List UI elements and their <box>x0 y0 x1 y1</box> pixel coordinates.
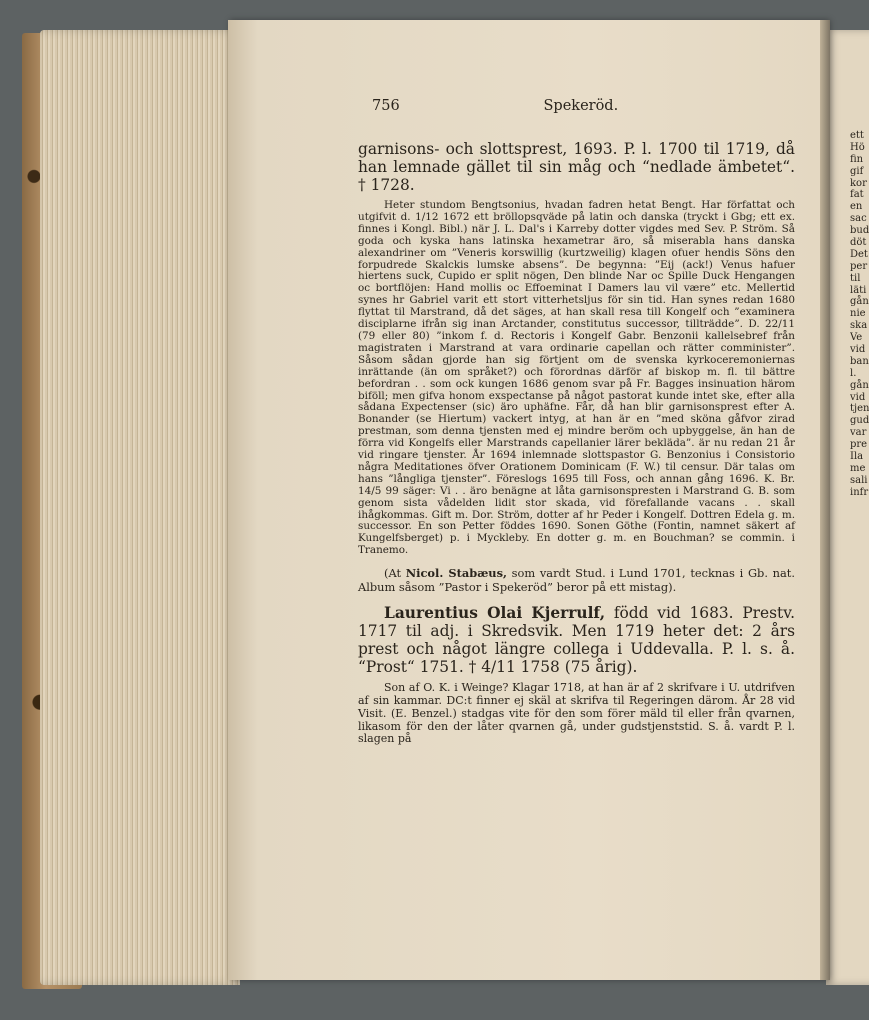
nicol-name: Nicol. Stabæus, <box>405 566 507 581</box>
notes-paragraph: Heter stundom Bengtsonius, hvadan fadren hetat Bengt. Har författat och utgifvit d. 1/12 1672 ett bröllopsqväde på latin och danska (tryckt i Gbg; ett ex. finnes i Kongl. Bibl.) när J. L. Dal's i Karreby dotter vigdes med Sev. P. Ström. Så goda och kyska hans latinska hexametrar äro, så miserabla hans danska alexandriner om ”Veneris korswillig (kurtzweilig) klagen ofuer hendis Söns den forpudrede Skalckis lumske absens”. De begynna: ”Eij (ack!) Venus hafuer hiertens suck, Cupido er split nögen, Den blinde Nar oc Spille Duck Hengangen oc bortflöjen: Hand mollis oc Effoeminat I Damers lau vil være” etc. Mellertid synes hr Gabriel varit ett stort vitterhetsljus för sin tid. Han synes redan 1680 flyttat til Marstrand, då det säges, at han skall resa till Kongelf och ”examinera disciplarne ifrån sig inan Arctander, constitutus successor, tillträdde”. D. 22/11 (79 eller 80) ”inkom f. d. Rectoris i Kongelf Gabr. Benzonii kallelsebref från magistraten i Marstrand at vara ordinarie capellan och rätter comminister”. Såsom sådan gjorde han sig förtjent om de svenska kyrkoceremoniernas inrättande (än om språket?) och förordnas därför af biskop m. fl. til bättre befordran . . som ock kungen 1686 genom svar på Fr. Bagges insinuation härom biföll; men gifva honom exspectanse på något pastorat kunde intet ske, efter alla sådana Expectenser (sic) äro uphäfne. Får, då han blir garnisonsprest efter A. Bonander (se Hiertum) vackert intyg, at han är en ”med sköna gåfvor zirad prestman, som denna tjensten med ej mindre beröm och upbyggelse, än han de förra vid Kongelfs eller Marstrands capellanier lärer bekläda”. är nu redan 21 år vid ringare tjenster. År 1694 inlemnade slottspastor G. Benzonius i Consistorio några Meditationes öfver Orationem Dominicam (F. W.) til censur. Där talas om hans ”långliga tjenster”. Föreslogs 1695 till Foss, och annan gång 1696. K. Br. 14/5 99 säger: Vi . . äro benägne at låta garnisonspresten i Marstrand G. B. som genom sista vådelden lidit stor skada, vid förefallande vacans . . skall ihågkommas. Gift m. Dor. Ström, dotter af hr Peder i Kongelf. Dottren Edela g. m. successor. En son Petter föddes 1690. Sonen Göthe (Fontin, namnet säkert af Kungelfsberget) p. i Myckleby. En dotter g. m. en Bouchman? se commin. i Tranemo. <box>358 199 795 557</box>
facing-line: vid <box>850 391 866 403</box>
facing-line: vid <box>850 344 866 356</box>
facing-line: nie <box>850 308 866 320</box>
facing-line: me <box>850 462 866 474</box>
facing-line: Ve <box>850 332 863 344</box>
page-edges <box>40 30 240 985</box>
facing-line: fat <box>850 189 864 201</box>
facing-line: ban <box>850 355 869 367</box>
facing-line: en <box>850 201 863 213</box>
nicol-prefix: (At <box>384 566 406 581</box>
facing-line: gån <box>850 296 869 308</box>
facing-line: döt <box>850 237 867 249</box>
facing-line: var <box>850 427 867 439</box>
nicol-rest: som vardt Stud. i Lund 1701, tecknas i Gb. nat. Album såsom ”Pastor i Spekeröd” beror på ett mistag). <box>358 566 795 594</box>
facing-line: infr <box>850 486 869 498</box>
facing-line: kor <box>850 177 867 189</box>
facing-line: fin <box>850 153 864 165</box>
laurentius-paragraph <box>358 604 795 676</box>
facing-line: sali <box>850 474 868 486</box>
facing-line: Ila <box>850 451 864 463</box>
facing-line: läti <box>850 284 867 296</box>
facing-line: bud <box>850 225 869 237</box>
nicol-paragraph <box>358 567 795 594</box>
top-paragraph: garnisons- och slottsprest, 1693. P. l. 1700 til 1719, då han lemnade gället til sin måg och “nedlade ämbetet“. † 1728. <box>358 140 795 194</box>
laurentius-name: Laurentius Olai Kjerrulf, <box>384 604 606 623</box>
book-gutter <box>820 20 830 980</box>
laurentius-text: född vid 1683. Prestv. 1717 til adj. i Skredsvik. Men 1719 heter det: 2 års prest och något längre collega i Uddevalla. P. l. s. å. “Prost“ 1751. † 4/11 1758 (75 årig). <box>358 604 795 677</box>
facing-line: l. <box>850 367 857 379</box>
facing-line: per <box>850 260 868 272</box>
facing-page-text <box>850 130 869 499</box>
page-number: 756 <box>372 98 400 114</box>
facing-line: pre <box>850 439 868 451</box>
facing-line: sac <box>850 213 867 225</box>
page-text <box>358 98 795 746</box>
running-title: Spekeröd. <box>543 98 619 114</box>
facing-line: tjen <box>850 403 869 415</box>
facing-line: Det <box>850 248 868 260</box>
facing-line: ett <box>850 130 864 141</box>
facing-line: Hö <box>850 141 865 153</box>
son-paragraph: Son af O. K. i Weinge? Klagar 1718, at han är af 2 skrifvare i U. utdrifven af sin kammar. DC:t finner ej skäl at skrifva til Regeringen därom. År 28 vid Visit. (E. Benzel.) stadgas vite för den som förer mäld til eller från qvarnen, likasom för den der låter qvarnen gå, under gudstjenststid. S. å. vardt P. l. slagen på <box>358 681 795 746</box>
running-header <box>372 98 782 114</box>
facing-line: gån <box>850 379 869 391</box>
facing-line: gif <box>850 165 864 177</box>
facing-line: til <box>850 272 861 284</box>
facing-line: ska <box>850 320 868 332</box>
facing-line: gud <box>850 415 869 427</box>
